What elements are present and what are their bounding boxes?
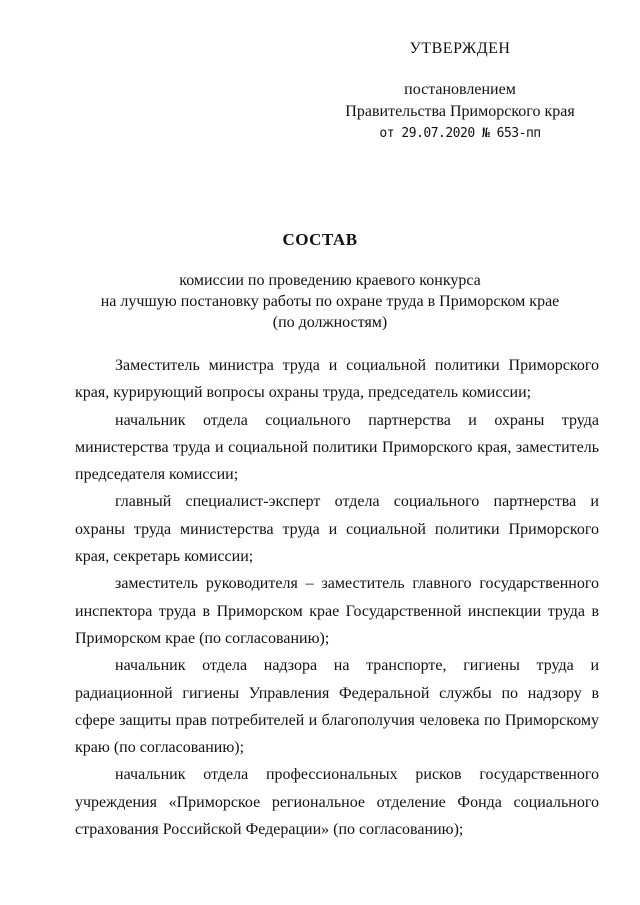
subtitle-line: комиссии по проведению краевого конкурса: [179, 272, 481, 289]
member-paragraph: заместитель руководителя – заместитель главного государственного инспектора труда в Приморском крае Государственной инспекции труда в Приморском крае (по согласованию);: [75, 575, 599, 647]
members-list: [75, 352, 599, 843]
member-paragraph: Заместитель министра труда и социальной политики Приморского края, курирующий вопросы охраны труда, председатель комиссии;: [75, 357, 599, 402]
subtitle-line: на лучшую постановку работы по охране труда в Приморском крае: [100, 293, 560, 310]
approval-date-number: от 29.07.2020 № 653-пп: [379, 126, 541, 141]
member-paragraph: главный специалист-эксперт отдела социального партнерства и охраны труда министерства труда и социальной политики Приморского края, секретарь комиссии;: [75, 493, 599, 566]
member-paragraph: начальник отдела профессиональных рисков государственного учреждения «Приморское региональное отделение Фонда социального страхования Российской Федерации» (по согласованию);: [75, 766, 599, 839]
approved-stamp: УТВЕРЖДЕН: [409, 40, 511, 57]
document-title: СОСТАВ: [282, 230, 358, 249]
subtitle-line: (по должностям): [272, 314, 388, 331]
approval-resolution: постановлением: [404, 81, 516, 98]
approval-government: Правительства Приморского края: [345, 103, 575, 120]
member-paragraph: начальник отдела социального партнерства и охраны труда министерства труда и социальной политики Приморского края, заместитель председателя комиссии;: [75, 411, 599, 484]
approval-block: [340, 40, 580, 144]
document-subtitle: [60, 270, 600, 333]
member-paragraph: начальник отдела надзора на транспорте, гигиены труда и радиационной гигиены Управления Федеральной службы по надзору в сфере защиты прав потребителей и благополучия человека по Приморскому краю (по согласованию);: [75, 657, 599, 757]
